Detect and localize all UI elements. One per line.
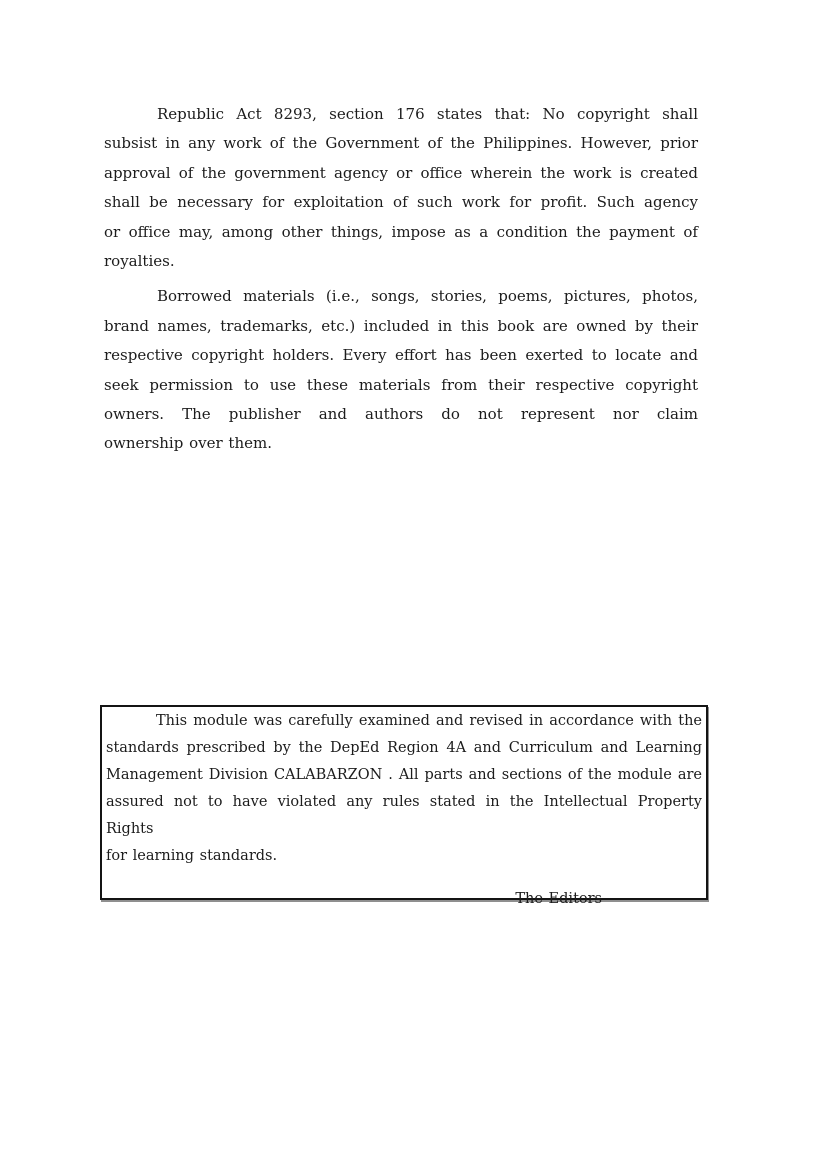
text-line: This module was carefully examined and revised in accordance with the — [156, 713, 702, 729]
text-line: Management Division CALABARZON . All parts and sections of the module are — [106, 767, 702, 783]
text-line: brand names, trademarks, etc.) included in this book are owned by their — [104, 316, 698, 335]
text-line: seek permission to use these materials from their respective copyright — [104, 375, 698, 394]
text-line: or office may, among other things, impose as a condition the payment of — [104, 222, 698, 241]
editors-signature: The Editors — [515, 891, 602, 907]
copyright-text-block — [104, 100, 698, 459]
text-line: for learning standards. — [106, 848, 278, 864]
text-line: shall be necessary for exploitation of such work for profit. Such agency — [104, 193, 698, 212]
text-line: approval of the government agency or office wherein the work is created — [104, 163, 698, 182]
text-line: subsist in any work of the Government of the Philippines. However, prior — [104, 134, 698, 153]
text-line: standards prescribed by the DepEd Region 4A and Curriculum and Learning — [106, 740, 702, 756]
text-line: royalties. — [104, 252, 175, 271]
text-line: ownership over them. — [104, 434, 272, 453]
paragraph-borrowed-materials — [104, 282, 698, 458]
text-line: Borrowed materials (i.e., songs, stories, poems, pictures, photos, — [157, 287, 698, 306]
text-line: owners. The publisher and authors do not represent nor claim — [104, 405, 698, 424]
paragraph-republic-act — [104, 100, 698, 276]
text-line: Republic Act 8293, section 176 states that: No copyright shall — [157, 105, 698, 123]
text-line: assured not to have violated any rules stated in the Intellectual Property Rights — [106, 794, 702, 837]
text-line: respective copyright holders. Every effort has been exerted to locate and — [104, 346, 698, 365]
editors-notice-box — [100, 705, 708, 907]
